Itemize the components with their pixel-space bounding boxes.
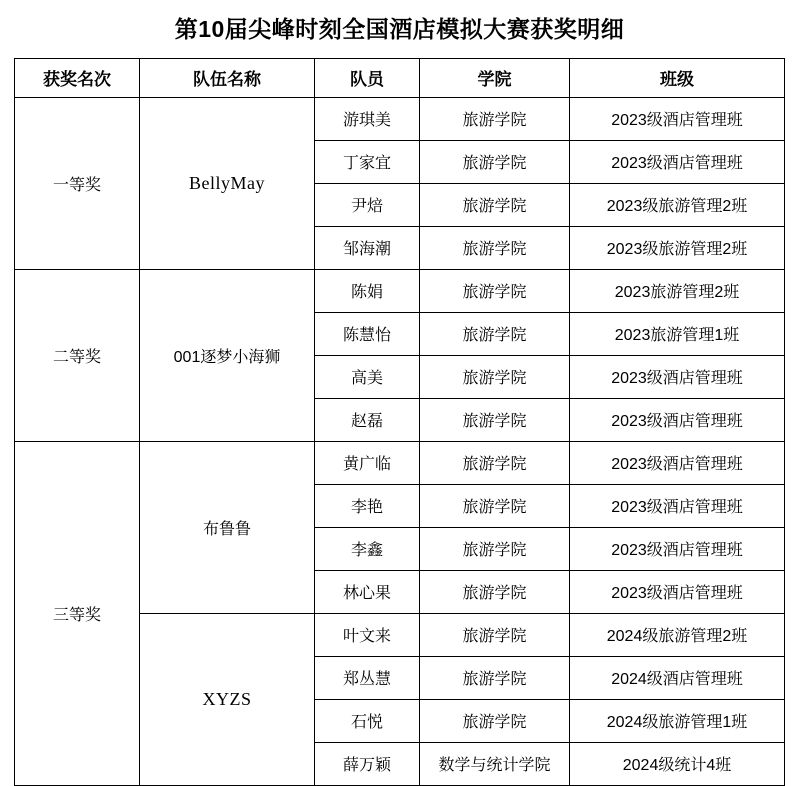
- table-header-row: [15, 58, 785, 97]
- college-cell: 旅游学院: [420, 570, 570, 613]
- column-header-team: 队伍名称: [140, 58, 315, 97]
- college-cell: 旅游学院: [420, 97, 570, 140]
- class-cell: 2023旅游管理1班: [570, 312, 785, 355]
- class-cell: 2023级旅游管理2班: [570, 226, 785, 269]
- column-header-college: 学院: [420, 58, 570, 97]
- rank-cell: 三等奖: [15, 441, 140, 785]
- member-cell: 薛万颖: [315, 742, 420, 785]
- class-cell: 2024级旅游管理2班: [570, 613, 785, 656]
- class-cell: 2024级旅游管理1班: [570, 699, 785, 742]
- member-cell: 高美: [315, 355, 420, 398]
- member-cell: 郑丛慧: [315, 656, 420, 699]
- class-cell: 2024级统计4班: [570, 742, 785, 785]
- college-cell: 旅游学院: [420, 355, 570, 398]
- team-cell: 布鲁鲁: [140, 441, 315, 613]
- college-cell: 旅游学院: [420, 441, 570, 484]
- column-header-class: 班级: [570, 58, 785, 97]
- college-cell: 旅游学院: [420, 613, 570, 656]
- class-cell: 2023级酒店管理班: [570, 140, 785, 183]
- member-cell: 黄广临: [315, 441, 420, 484]
- table-row: [15, 441, 785, 484]
- college-cell: 旅游学院: [420, 699, 570, 742]
- college-cell: 旅游学院: [420, 312, 570, 355]
- rank-cell: 一等奖: [15, 97, 140, 269]
- member-cell: 尹焙: [315, 183, 420, 226]
- college-cell: 旅游学院: [420, 183, 570, 226]
- class-cell: 2023级酒店管理班: [570, 398, 785, 441]
- column-header-rank: 获奖名次: [15, 58, 140, 97]
- class-cell: 2023级酒店管理班: [570, 527, 785, 570]
- class-cell: 2023级旅游管理2班: [570, 183, 785, 226]
- member-cell: 陈慧怡: [315, 312, 420, 355]
- class-cell: 2023级酒店管理班: [570, 441, 785, 484]
- class-cell: 2023级酒店管理班: [570, 484, 785, 527]
- rank-cell: 二等奖: [15, 269, 140, 441]
- award-detail-table: [14, 58, 785, 786]
- table-body: [15, 97, 785, 785]
- college-cell: 旅游学院: [420, 269, 570, 312]
- class-cell: 2023级酒店管理班: [570, 355, 785, 398]
- column-header-member: 队员: [315, 58, 420, 97]
- class-cell: 2024级酒店管理班: [570, 656, 785, 699]
- page-title: 第10届尖峰时刻全国酒店模拟大赛获奖明细: [174, 16, 625, 42]
- team-cell: 001逐梦小海狮: [140, 269, 315, 441]
- college-cell: 数学与统计学院: [420, 742, 570, 785]
- college-cell: 旅游学院: [420, 527, 570, 570]
- team-cell: BellyMay: [140, 97, 315, 269]
- member-cell: 邹海潮: [315, 226, 420, 269]
- member-cell: 赵磊: [315, 398, 420, 441]
- college-cell: 旅游学院: [420, 398, 570, 441]
- college-cell: 旅游学院: [420, 226, 570, 269]
- table-header: [15, 58, 785, 97]
- college-cell: 旅游学院: [420, 656, 570, 699]
- class-cell: 2023级酒店管理班: [570, 97, 785, 140]
- table-row: [15, 97, 785, 140]
- class-cell: 2023旅游管理2班: [570, 269, 785, 312]
- member-cell: 叶文来: [315, 613, 420, 656]
- member-cell: 石悦: [315, 699, 420, 742]
- team-cell: XYZS: [140, 613, 315, 785]
- member-cell: 游琪美: [315, 97, 420, 140]
- member-cell: 丁家宜: [315, 140, 420, 183]
- college-cell: 旅游学院: [420, 484, 570, 527]
- member-cell: 林心果: [315, 570, 420, 613]
- member-cell: 陈娟: [315, 269, 420, 312]
- member-cell: 李鑫: [315, 527, 420, 570]
- college-cell: 旅游学院: [420, 140, 570, 183]
- member-cell: 李艳: [315, 484, 420, 527]
- class-cell: 2023级酒店管理班: [570, 570, 785, 613]
- table-row: [15, 269, 785, 312]
